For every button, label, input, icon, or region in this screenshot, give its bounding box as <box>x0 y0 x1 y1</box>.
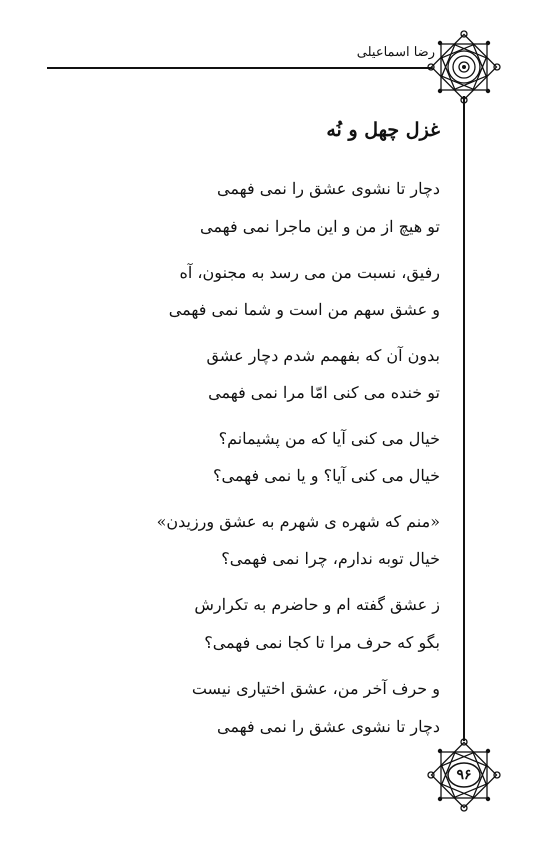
poem-line: و حرف آخر من، عشق اختیاری نیست <box>191 679 440 698</box>
poem-line: بدون آن که بفهمم شدم دچار عشق <box>206 346 440 365</box>
poem-title: غزل چهل و نُه <box>326 119 440 141</box>
arabesque-rosette-icon <box>427 30 501 104</box>
poem-line: دچار تا نشوی عشق را نمی فهمی <box>217 179 440 198</box>
margin-rule <box>463 96 465 741</box>
header-rule <box>47 67 432 69</box>
poem-line: ز عشق گفته ام و حاضرم به تکرارش <box>194 595 440 614</box>
poem-line: و عشق سهم من است و شما نمی فهمی <box>168 300 440 319</box>
poem-line: خیال توبه ندارم، چرا نمی فهمی؟ <box>221 549 440 568</box>
poem-line: دچار تا نشوی عشق را نمی فهمی <box>217 717 440 736</box>
page-number: ۹۶ <box>456 767 472 783</box>
poem-line: «منم که شهره ی شهرم به عشق ورزیدن» <box>156 512 440 531</box>
running-header-author: رضا اسماعیلی <box>356 45 435 60</box>
poem-line: تو خنده می کنی امّا مرا نمی فهمی <box>208 383 440 402</box>
poem-line: بگو که حرف مرا تا کجا نمی فهمی؟ <box>204 633 440 652</box>
poem-line: خیال می کنی آیا که من پشیمانم؟ <box>218 429 440 448</box>
poem-line: تو هیچ از من و این ماجرا نمی فهمی <box>200 217 440 236</box>
poem-line: خیال می کنی آیا؟ و یا نمی فهمی؟ <box>213 466 440 485</box>
poem-line: رفیق، نسبت من می رسد به مجنون، آه <box>179 263 440 282</box>
